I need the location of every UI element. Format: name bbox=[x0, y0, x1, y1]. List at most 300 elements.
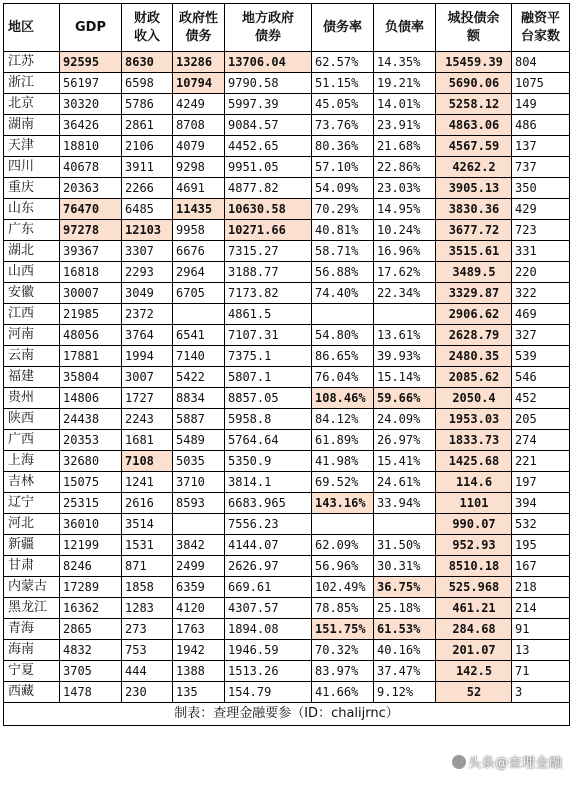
region-cell: 贵州 bbox=[4, 388, 60, 409]
region-cell: 河南 bbox=[4, 325, 60, 346]
table-cell: 62.09% bbox=[312, 535, 374, 556]
column-header: GDP bbox=[60, 4, 122, 52]
table-cell: 2861 bbox=[122, 115, 173, 136]
table-cell: 2372 bbox=[122, 304, 173, 325]
table-cell: 14.35% bbox=[374, 52, 436, 73]
table-cell: 990.07 bbox=[436, 514, 512, 535]
table-cell: 151.75% bbox=[312, 619, 374, 640]
table-cell bbox=[312, 514, 374, 535]
table-cell: 41.66% bbox=[312, 682, 374, 703]
table-cell: 13.61% bbox=[374, 325, 436, 346]
table-cell: 33.94% bbox=[374, 493, 436, 514]
table-row bbox=[4, 598, 570, 619]
table-cell: 10630.58 bbox=[225, 199, 312, 220]
table-cell: 15075 bbox=[60, 472, 122, 493]
table-cell: 6683.965 bbox=[225, 493, 312, 514]
table-cell: 73.76% bbox=[312, 115, 374, 136]
table-cell: 15459.39 bbox=[436, 52, 512, 73]
table-row bbox=[4, 199, 570, 220]
footer-row bbox=[4, 703, 570, 726]
table-row bbox=[4, 220, 570, 241]
table-row bbox=[4, 115, 570, 136]
table-cell: 80.36% bbox=[312, 136, 374, 157]
table-cell: 1994 bbox=[122, 346, 173, 367]
table-cell: 3764 bbox=[122, 325, 173, 346]
table-cell: 142.5 bbox=[436, 661, 512, 682]
watermark-text: 头条@查理金融 bbox=[468, 756, 563, 771]
table-cell: 25315 bbox=[60, 493, 122, 514]
table-cell: 4249 bbox=[173, 94, 225, 115]
region-cell: 山西 bbox=[4, 262, 60, 283]
table-cell: 1833.73 bbox=[436, 430, 512, 451]
table-cell: 1425.68 bbox=[436, 451, 512, 472]
table-cell: 1075 bbox=[512, 73, 570, 94]
table-cell: 205 bbox=[512, 409, 570, 430]
table-cell: 2050.4 bbox=[436, 388, 512, 409]
table-cell: 74.40% bbox=[312, 283, 374, 304]
region-cell: 内蒙古 bbox=[4, 577, 60, 598]
table-cell: 8857.05 bbox=[225, 388, 312, 409]
table-cell: 486 bbox=[512, 115, 570, 136]
table-cell: 1283 bbox=[122, 598, 173, 619]
table-cell: 2480.35 bbox=[436, 346, 512, 367]
table-cell: 54.09% bbox=[312, 178, 374, 199]
region-cell: 山东 bbox=[4, 199, 60, 220]
table-cell: 86.65% bbox=[312, 346, 374, 367]
table-row bbox=[4, 157, 570, 178]
table-cell: 18810 bbox=[60, 136, 122, 157]
table-cell: 22.34% bbox=[374, 283, 436, 304]
table-cell: 1953.03 bbox=[436, 409, 512, 430]
column-header: 地方政府 债券 bbox=[225, 4, 312, 52]
table-footer-note: 制表：查理金融要参（ID：chalijrnc） bbox=[4, 703, 570, 726]
table-cell: 25.18% bbox=[374, 598, 436, 619]
table-cell: 19.21% bbox=[374, 73, 436, 94]
table-cell: 461.21 bbox=[436, 598, 512, 619]
table-row bbox=[4, 430, 570, 451]
table-cell: 40678 bbox=[60, 157, 122, 178]
table-row bbox=[4, 640, 570, 661]
table-row bbox=[4, 472, 570, 493]
table-cell: 45.05% bbox=[312, 94, 374, 115]
table-cell: 71 bbox=[512, 661, 570, 682]
table-cell: 3514 bbox=[122, 514, 173, 535]
table-cell: 10271.66 bbox=[225, 220, 312, 241]
table-cell: 2964 bbox=[173, 262, 225, 283]
table-cell: 13286 bbox=[173, 52, 225, 73]
table-cell: 3710 bbox=[173, 472, 225, 493]
table-cell bbox=[173, 514, 225, 535]
table-cell: 51.15% bbox=[312, 73, 374, 94]
table-cell: 91 bbox=[512, 619, 570, 640]
table-cell: 753 bbox=[122, 640, 173, 661]
table-cell: 3307 bbox=[122, 241, 173, 262]
table-cell: 12199 bbox=[60, 535, 122, 556]
region-cell: 江西 bbox=[4, 304, 60, 325]
table-cell: 36.75% bbox=[374, 577, 436, 598]
table-cell: 5258.12 bbox=[436, 94, 512, 115]
table-cell: 8246 bbox=[60, 556, 122, 577]
table-cell: 12103 bbox=[122, 220, 173, 241]
table-cell: 30.31% bbox=[374, 556, 436, 577]
table-cell: 4079 bbox=[173, 136, 225, 157]
table-cell: 6598 bbox=[122, 73, 173, 94]
table-cell: 5690.06 bbox=[436, 73, 512, 94]
table-cell: 6705 bbox=[173, 283, 225, 304]
table-cell: 61.53% bbox=[374, 619, 436, 640]
column-header: 融资平 台家数 bbox=[512, 4, 570, 52]
table-cell: 10794 bbox=[173, 73, 225, 94]
table-cell: 4307.57 bbox=[225, 598, 312, 619]
table-cell: 1681 bbox=[122, 430, 173, 451]
table-cell: 221 bbox=[512, 451, 570, 472]
region-cell: 上海 bbox=[4, 451, 60, 472]
table-cell: 3 bbox=[512, 682, 570, 703]
table-cell: 57.10% bbox=[312, 157, 374, 178]
table-cell: 39367 bbox=[60, 241, 122, 262]
table-cell: 52 bbox=[436, 682, 512, 703]
table-cell: 17881 bbox=[60, 346, 122, 367]
table-cell: 40.16% bbox=[374, 640, 436, 661]
table-row bbox=[4, 367, 570, 388]
column-header: 负债率 bbox=[374, 4, 436, 52]
table-cell: 2243 bbox=[122, 409, 173, 430]
region-cell: 海南 bbox=[4, 640, 60, 661]
table-cell: 5422 bbox=[173, 367, 225, 388]
table-cell: 23.91% bbox=[374, 115, 436, 136]
table-cell: 8708 bbox=[173, 115, 225, 136]
region-cell: 浙江 bbox=[4, 73, 60, 94]
watermark bbox=[452, 752, 563, 771]
table-cell bbox=[374, 514, 436, 535]
table-cell: 4262.2 bbox=[436, 157, 512, 178]
table-cell: 22.86% bbox=[374, 157, 436, 178]
table-cell: 952.93 bbox=[436, 535, 512, 556]
table-cell: 9790.58 bbox=[225, 73, 312, 94]
table-row bbox=[4, 619, 570, 640]
table-cell: 7375.1 bbox=[225, 346, 312, 367]
table-cell: 143.16% bbox=[312, 493, 374, 514]
table-cell: 92595 bbox=[60, 52, 122, 73]
table-cell: 36010 bbox=[60, 514, 122, 535]
table-cell: 61.89% bbox=[312, 430, 374, 451]
table-cell: 230 bbox=[122, 682, 173, 703]
table-cell: 429 bbox=[512, 199, 570, 220]
table-cell: 5887 bbox=[173, 409, 225, 430]
table-cell: 32680 bbox=[60, 451, 122, 472]
table-cell: 6676 bbox=[173, 241, 225, 262]
table-cell: 114.6 bbox=[436, 472, 512, 493]
table-cell: 31.50% bbox=[374, 535, 436, 556]
table-cell: 2106 bbox=[122, 136, 173, 157]
table-cell: 7173.82 bbox=[225, 283, 312, 304]
table-cell: 7140 bbox=[173, 346, 225, 367]
table-row bbox=[4, 304, 570, 325]
table-cell: 21.68% bbox=[374, 136, 436, 157]
table-header bbox=[4, 4, 570, 52]
table-cell bbox=[312, 304, 374, 325]
table-cell: 7556.23 bbox=[225, 514, 312, 535]
table-cell: 195 bbox=[512, 535, 570, 556]
table-cell: 76470 bbox=[60, 199, 122, 220]
table-cell: 5786 bbox=[122, 94, 173, 115]
table-cell: 10.24% bbox=[374, 220, 436, 241]
region-cell: 宁夏 bbox=[4, 661, 60, 682]
table-cell: 39.93% bbox=[374, 346, 436, 367]
table-cell: 723 bbox=[512, 220, 570, 241]
table-cell: 9084.57 bbox=[225, 115, 312, 136]
table-cell: 1241 bbox=[122, 472, 173, 493]
table-cell: 5350.9 bbox=[225, 451, 312, 472]
table-cell: 737 bbox=[512, 157, 570, 178]
table-cell: 6541 bbox=[173, 325, 225, 346]
table-cell: 69.52% bbox=[312, 472, 374, 493]
table-cell: 14.95% bbox=[374, 199, 436, 220]
table-cell: 214 bbox=[512, 598, 570, 619]
table-cell bbox=[173, 304, 225, 325]
table-cell: 3188.77 bbox=[225, 262, 312, 283]
table-cell: 3911 bbox=[122, 157, 173, 178]
table-cell: 5764.64 bbox=[225, 430, 312, 451]
column-header: 财政 收入 bbox=[122, 4, 173, 52]
table-cell: 7108 bbox=[122, 451, 173, 472]
table-cell: 23.03% bbox=[374, 178, 436, 199]
table-cell: 331 bbox=[512, 241, 570, 262]
table-row bbox=[4, 388, 570, 409]
table-cell: 154.79 bbox=[225, 682, 312, 703]
table-row bbox=[4, 283, 570, 304]
table-cell: 220 bbox=[512, 262, 570, 283]
table-cell: 4863.06 bbox=[436, 115, 512, 136]
region-cell: 辽宁 bbox=[4, 493, 60, 514]
table-body bbox=[4, 52, 570, 703]
table-cell bbox=[374, 304, 436, 325]
table-cell: 8834 bbox=[173, 388, 225, 409]
table-cell: 1513.26 bbox=[225, 661, 312, 682]
table-cell: 167 bbox=[512, 556, 570, 577]
table-cell: 4861.5 bbox=[225, 304, 312, 325]
table-cell: 1531 bbox=[122, 535, 173, 556]
table-cell: 5997.39 bbox=[225, 94, 312, 115]
region-cell: 福建 bbox=[4, 367, 60, 388]
region-cell: 青海 bbox=[4, 619, 60, 640]
table-cell: 17289 bbox=[60, 577, 122, 598]
table-row bbox=[4, 451, 570, 472]
table-cell: 4567.59 bbox=[436, 136, 512, 157]
table-cell: 218 bbox=[512, 577, 570, 598]
region-cell: 江苏 bbox=[4, 52, 60, 73]
table-row bbox=[4, 577, 570, 598]
table-cell: 17.62% bbox=[374, 262, 436, 283]
table-cell: 35804 bbox=[60, 367, 122, 388]
table-cell: 2499 bbox=[173, 556, 225, 577]
table-cell: 4691 bbox=[173, 178, 225, 199]
table-cell: 3830.36 bbox=[436, 199, 512, 220]
table-cell: 525.968 bbox=[436, 577, 512, 598]
table-cell: 452 bbox=[512, 388, 570, 409]
table-cell: 76.04% bbox=[312, 367, 374, 388]
table-cell: 24438 bbox=[60, 409, 122, 430]
table-cell: 1858 bbox=[122, 577, 173, 598]
table-cell: 3049 bbox=[122, 283, 173, 304]
table-cell: 30007 bbox=[60, 283, 122, 304]
region-cell: 陕西 bbox=[4, 409, 60, 430]
table-cell: 84.12% bbox=[312, 409, 374, 430]
table-row bbox=[4, 178, 570, 199]
table-cell: 3905.13 bbox=[436, 178, 512, 199]
table-cell: 20353 bbox=[60, 430, 122, 451]
table-cell: 1388 bbox=[173, 661, 225, 682]
table-cell: 2628.79 bbox=[436, 325, 512, 346]
table-cell: 62.57% bbox=[312, 52, 374, 73]
table-cell: 70.32% bbox=[312, 640, 374, 661]
table-row bbox=[4, 136, 570, 157]
table-row bbox=[4, 346, 570, 367]
table-row bbox=[4, 535, 570, 556]
region-cell: 安徽 bbox=[4, 283, 60, 304]
table-cell: 201.07 bbox=[436, 640, 512, 661]
table-row bbox=[4, 241, 570, 262]
table-cell: 70.29% bbox=[312, 199, 374, 220]
table-cell: 16362 bbox=[60, 598, 122, 619]
region-cell: 西藏 bbox=[4, 682, 60, 703]
table-cell: 56.88% bbox=[312, 262, 374, 283]
table-cell: 24.61% bbox=[374, 472, 436, 493]
region-cell: 黑龙江 bbox=[4, 598, 60, 619]
table-cell: 5489 bbox=[173, 430, 225, 451]
table-row bbox=[4, 52, 570, 73]
table-cell: 2085.62 bbox=[436, 367, 512, 388]
table-cell: 2906.62 bbox=[436, 304, 512, 325]
watermark-logo-icon bbox=[452, 755, 466, 769]
table-cell: 871 bbox=[122, 556, 173, 577]
table-cell: 444 bbox=[122, 661, 173, 682]
table-cell: 54.80% bbox=[312, 325, 374, 346]
table-cell: 24.09% bbox=[374, 409, 436, 430]
table-cell: 539 bbox=[512, 346, 570, 367]
table-cell: 137 bbox=[512, 136, 570, 157]
table-cell: 1727 bbox=[122, 388, 173, 409]
table-cell: 5807.1 bbox=[225, 367, 312, 388]
table-cell: 3814.1 bbox=[225, 472, 312, 493]
region-cell: 湖南 bbox=[4, 115, 60, 136]
table-cell: 2865 bbox=[60, 619, 122, 640]
region-cell: 天津 bbox=[4, 136, 60, 157]
table-row bbox=[4, 262, 570, 283]
table-cell: 6485 bbox=[122, 199, 173, 220]
table-cell: 3677.72 bbox=[436, 220, 512, 241]
table-cell: 273 bbox=[122, 619, 173, 640]
table-cell: 4877.82 bbox=[225, 178, 312, 199]
table-cell: 3705 bbox=[60, 661, 122, 682]
table-cell: 9.12% bbox=[374, 682, 436, 703]
column-header: 债务率 bbox=[312, 4, 374, 52]
table-cell: 83.97% bbox=[312, 661, 374, 682]
table-cell: 469 bbox=[512, 304, 570, 325]
table-cell: 9958 bbox=[173, 220, 225, 241]
table-cell: 56197 bbox=[60, 73, 122, 94]
table-cell: 108.46% bbox=[312, 388, 374, 409]
table-cell: 8510.18 bbox=[436, 556, 512, 577]
table-row bbox=[4, 409, 570, 430]
table-cell: 1894.08 bbox=[225, 619, 312, 640]
table-row bbox=[4, 325, 570, 346]
table-cell: 3007 bbox=[122, 367, 173, 388]
table-cell: 20363 bbox=[60, 178, 122, 199]
table-cell: 26.97% bbox=[374, 430, 436, 451]
header-row bbox=[4, 4, 570, 52]
region-cell: 吉林 bbox=[4, 472, 60, 493]
table-cell: 9951.05 bbox=[225, 157, 312, 178]
table-cell: 5958.8 bbox=[225, 409, 312, 430]
region-cell: 广西 bbox=[4, 430, 60, 451]
region-cell: 河北 bbox=[4, 514, 60, 535]
table-cell: 8593 bbox=[173, 493, 225, 514]
table-cell: 15.14% bbox=[374, 367, 436, 388]
table-cell: 135 bbox=[173, 682, 225, 703]
table-row bbox=[4, 514, 570, 535]
table-cell: 59.66% bbox=[374, 388, 436, 409]
table-cell: 41.98% bbox=[312, 451, 374, 472]
table-cell: 7107.31 bbox=[225, 325, 312, 346]
table-cell: 4120 bbox=[173, 598, 225, 619]
table-cell: 3489.5 bbox=[436, 262, 512, 283]
table-cell: 394 bbox=[512, 493, 570, 514]
region-cell: 四川 bbox=[4, 157, 60, 178]
table-row bbox=[4, 661, 570, 682]
table-cell: 669.61 bbox=[225, 577, 312, 598]
table-cell: 14806 bbox=[60, 388, 122, 409]
table-row bbox=[4, 682, 570, 703]
region-cell: 云南 bbox=[4, 346, 60, 367]
table-cell: 2266 bbox=[122, 178, 173, 199]
table-cell: 3515.61 bbox=[436, 241, 512, 262]
table-cell: 1763 bbox=[173, 619, 225, 640]
table-cell: 102.49% bbox=[312, 577, 374, 598]
region-cell: 新疆 bbox=[4, 535, 60, 556]
table-cell: 37.47% bbox=[374, 661, 436, 682]
table-row bbox=[4, 493, 570, 514]
table-cell: 16818 bbox=[60, 262, 122, 283]
table-cell: 14.01% bbox=[374, 94, 436, 115]
table-cell: 30320 bbox=[60, 94, 122, 115]
table-cell: 1478 bbox=[60, 682, 122, 703]
table-cell: 546 bbox=[512, 367, 570, 388]
table-cell: 1942 bbox=[173, 640, 225, 661]
table-cell: 7315.27 bbox=[225, 241, 312, 262]
table-row bbox=[4, 94, 570, 115]
table-cell: 6359 bbox=[173, 577, 225, 598]
table-cell: 2293 bbox=[122, 262, 173, 283]
table-row bbox=[4, 556, 570, 577]
table-cell: 58.71% bbox=[312, 241, 374, 262]
table-cell: 15.41% bbox=[374, 451, 436, 472]
table-cell: 97278 bbox=[60, 220, 122, 241]
table-cell: 9298 bbox=[173, 157, 225, 178]
table-cell: 322 bbox=[512, 283, 570, 304]
region-cell: 广东 bbox=[4, 220, 60, 241]
table-cell: 48056 bbox=[60, 325, 122, 346]
table-cell: 78.85% bbox=[312, 598, 374, 619]
table-cell: 327 bbox=[512, 325, 570, 346]
debt-table bbox=[3, 3, 570, 726]
table-cell: 36426 bbox=[60, 115, 122, 136]
region-cell: 甘肃 bbox=[4, 556, 60, 577]
table-cell: 8630 bbox=[122, 52, 173, 73]
region-cell: 湖北 bbox=[4, 241, 60, 262]
table-cell: 4832 bbox=[60, 640, 122, 661]
table-cell: 532 bbox=[512, 514, 570, 535]
